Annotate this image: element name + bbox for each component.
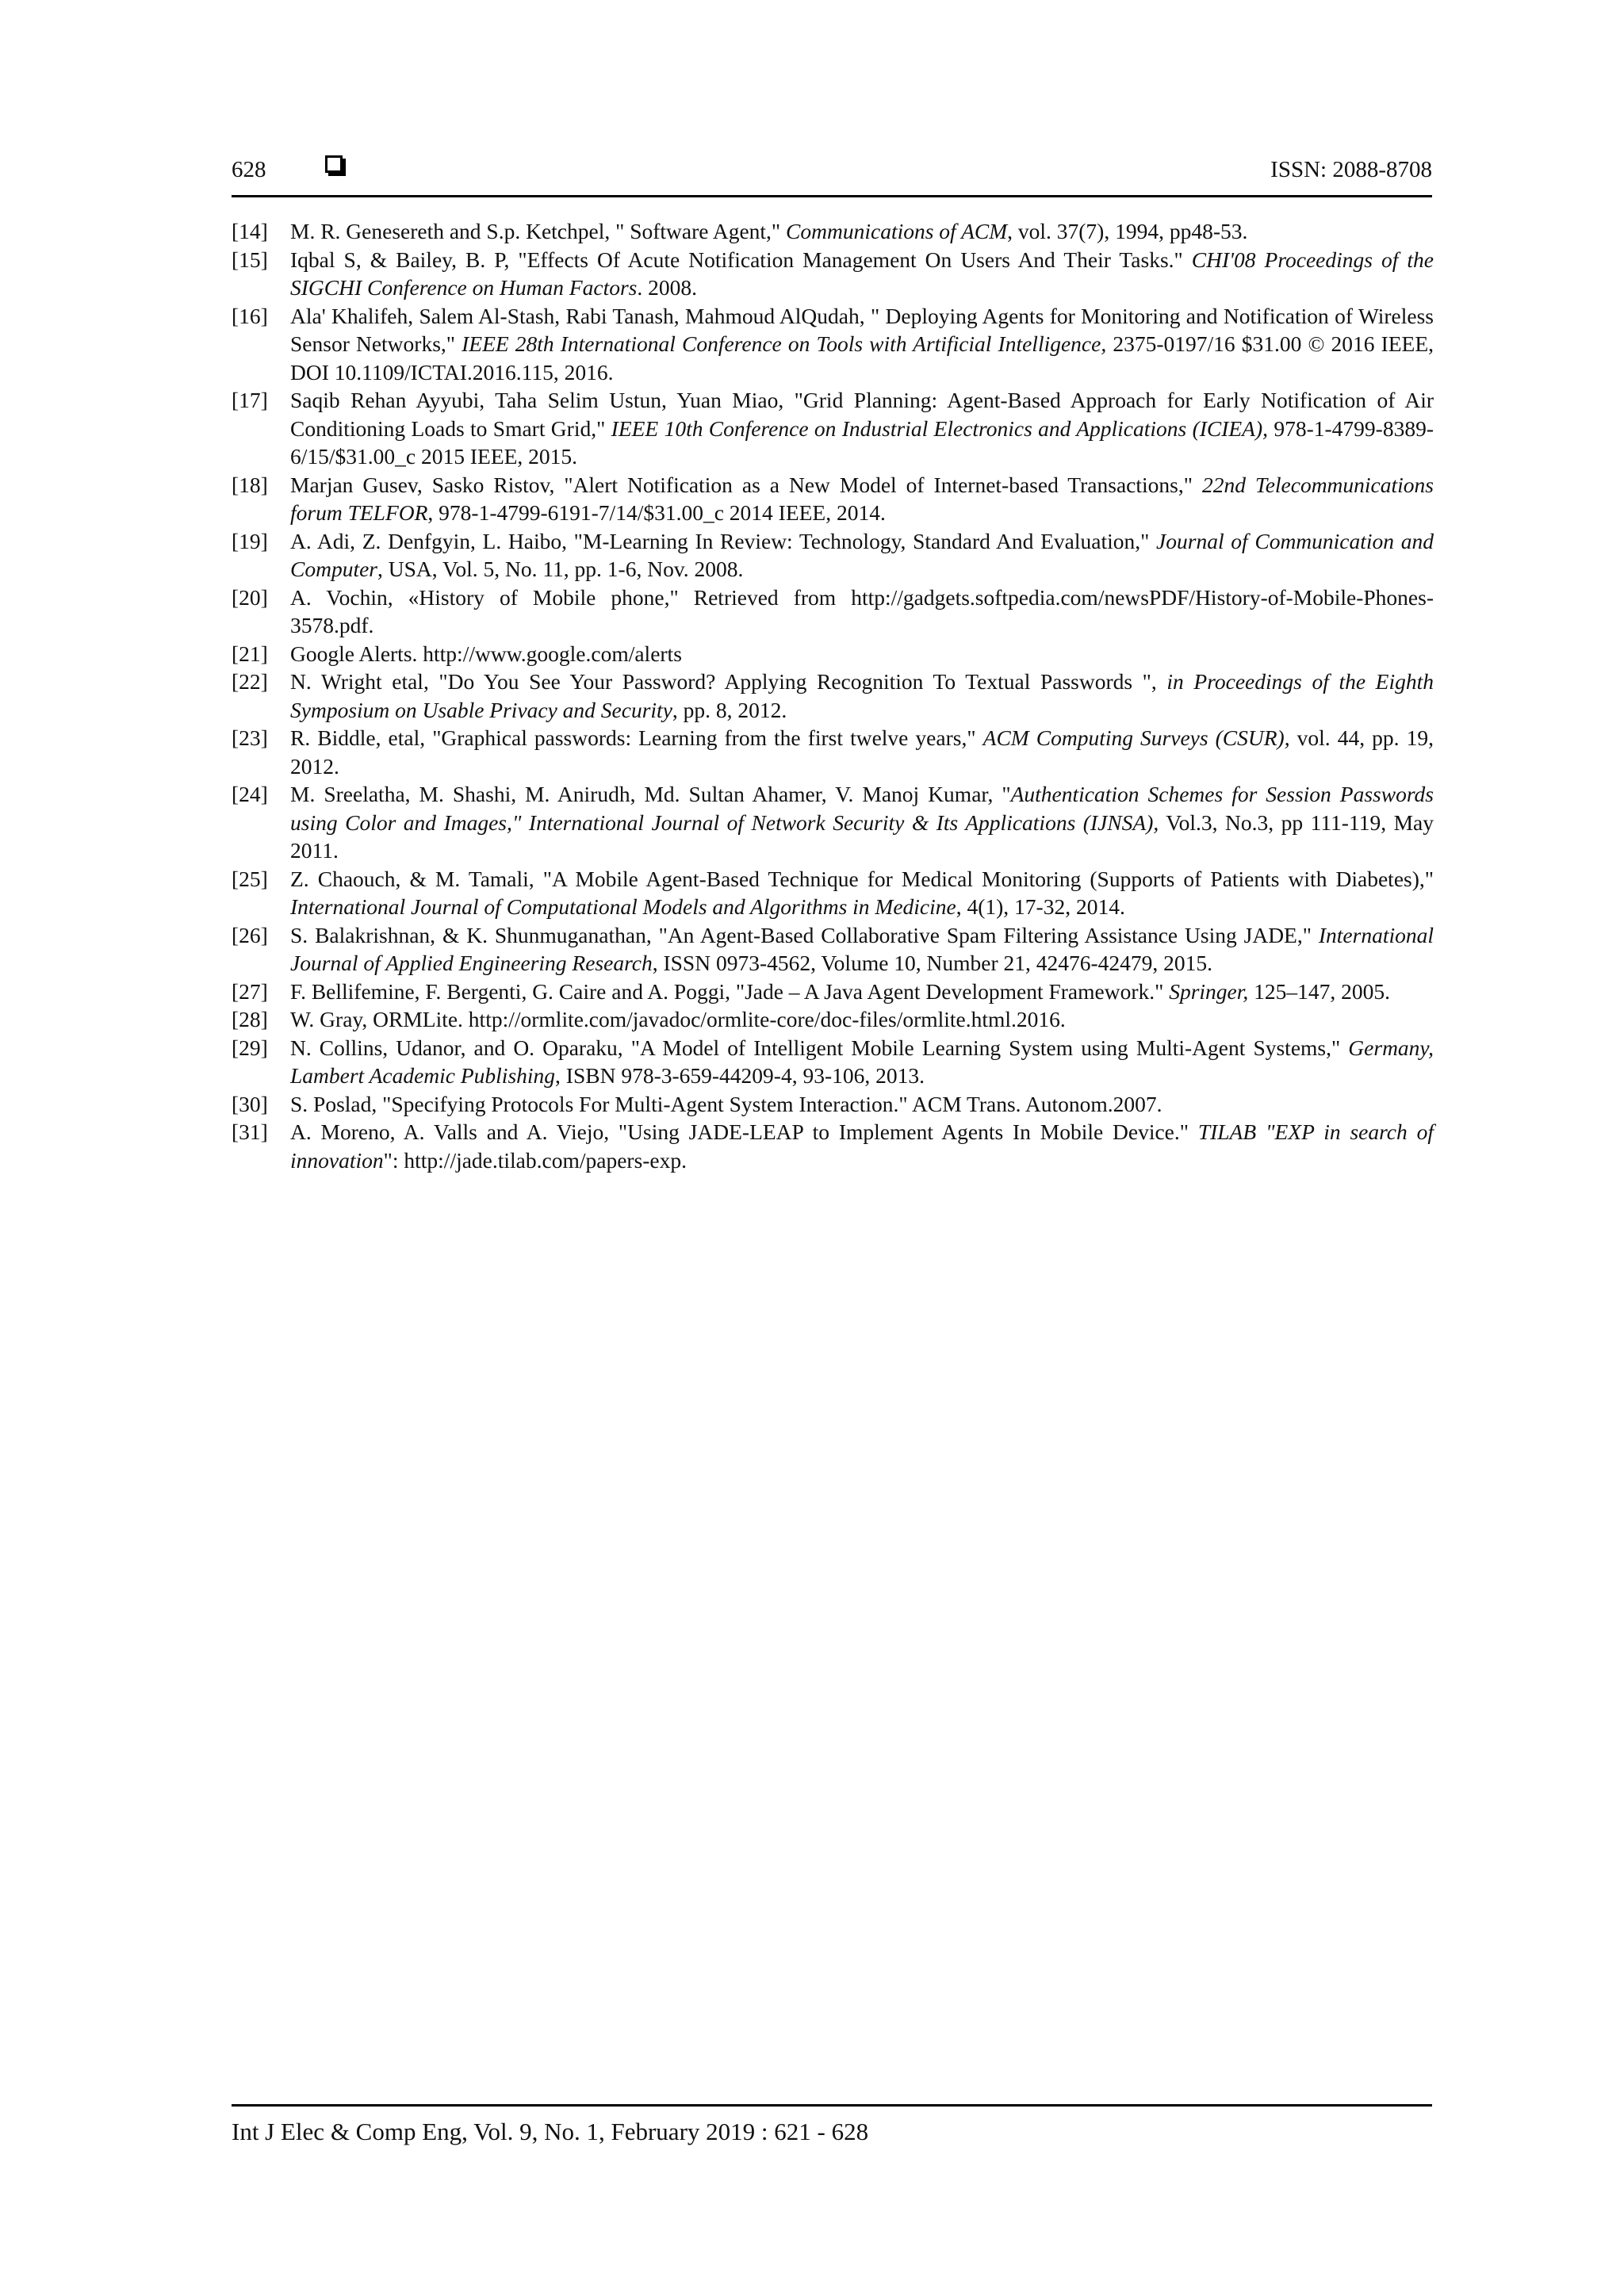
journal-citation-footer: Int J Elec & Comp Eng, Vol. 9, No. 1, February 2019 : 621 - 628	[232, 2118, 869, 2145]
reference-segment: , vol. 37(7), 1994, pp48-53.	[1007, 219, 1248, 243]
reference-venue-italic: Springer,	[1169, 978, 1249, 1004]
reference-venue-italic: ACM Computing Surveys (CSUR),	[982, 725, 1290, 750]
reference-text	[290, 388, 1434, 469]
reference-segment: M. R. Genesereth and S.p. Ketchpel, " Software Agent,"	[290, 219, 787, 243]
reference-segment: , ISSN 0973-4562, Volume 10, Number 21, 42476-42479, 2015.	[652, 951, 1213, 975]
reference-item	[232, 584, 1434, 640]
reference-segment: S. Balakrishnan, & K. Shunmuganathan, "An Agent-Based Collaborative Spam Filtering Assistance Using JADE,"	[290, 922, 1319, 947]
reference-text	[290, 782, 1434, 863]
reference-text	[290, 1035, 1434, 1089]
reference-number: [21]	[232, 641, 268, 666]
reference-item	[232, 668, 1434, 724]
reference-number: [28]	[232, 1007, 268, 1031]
reference-segment: , 978-1-4799-6191-7/14/$31.00_c 2014 IEEE, 2014.	[427, 500, 886, 525]
reference-number: [15]	[232, 247, 268, 272]
reference-segment: , 4(1), 17-32, 2014.	[956, 894, 1125, 919]
reference-item	[232, 724, 1434, 780]
reference-segment: F. Bellifemine, F. Bergenti, G. Caire and A. Poggi, "Jade – A Java Agent Development Framework."	[290, 978, 1170, 1004]
reference-number: [18]	[232, 472, 268, 497]
reference-venue-italic: Communications of ACM	[786, 219, 1008, 243]
reference-item	[232, 921, 1434, 978]
checkbox-square-icon	[325, 155, 343, 173]
reference-segment: Vol.3, No.3, pp 111-119, May 2011.	[290, 809, 1434, 863]
reference-venue-italic: Germany, Lambert Academic Publishing	[290, 1035, 1434, 1088]
reference-venue-italic: International Journal of Computational Models and Algorithms in Medicine	[290, 894, 956, 919]
reference-text	[290, 529, 1434, 582]
reference-venue-italic: Authentication Schemes for Session Passwords using Color and Images," International Journal of Network Security & Its Applications (IJNSA),	[290, 782, 1434, 835]
page-footer	[232, 2104, 1432, 2145]
reference-segment: ": http://jade.tilab.com/papers-exp.	[383, 1147, 688, 1173]
reference-text	[290, 585, 1434, 638]
reference-item	[232, 246, 1434, 302]
page-number: 628	[232, 157, 266, 182]
references-list	[232, 217, 1434, 1174]
reference-number: [20]	[232, 584, 268, 610]
reference-venue-italic: IEEE 10th Conference on Industrial Electronics and Applications (ICIEA),	[611, 415, 1269, 441]
reference-item	[232, 1118, 1434, 1174]
reference-text	[290, 923, 1434, 976]
reference-number: [29]	[232, 1035, 268, 1060]
reference-number: [30]	[232, 1091, 268, 1116]
reference-text	[290, 641, 682, 666]
reference-venue-italic: International Journal of Applied Engineering Research	[290, 922, 1434, 975]
reference-text	[290, 725, 1434, 779]
reference-venue-italic: CHI'08 Proceedings of the SIGCHI Conference on Human Factors	[290, 247, 1434, 300]
reference-segment: 978-1-4799-8389-6/15/$31.00_c 2015 IEEE, 2015.	[290, 415, 1434, 469]
reference-item	[232, 386, 1434, 471]
reference-item	[232, 640, 1434, 668]
reference-segment: Marjan Gusev, Sasko Ristov, "Alert Notification as a New Model of Internet-based Transactions,"	[290, 472, 1202, 497]
reference-text	[290, 219, 1247, 243]
reference-segment: 2375-0197/16 $31.00 © 2016 IEEE, DOI 10.1109/ICTAI.2016.115, 2016.	[290, 331, 1434, 385]
reference-venue-italic: in Proceedings of the Eighth Symposium on Usable Privacy and Security	[290, 669, 1434, 722]
reference-item	[232, 302, 1434, 387]
reference-item	[232, 780, 1434, 865]
reference-segment: N. Wright etal, "Do You See Your Password? Applying Recognition To Textual Passwords ",	[290, 669, 1167, 694]
reference-item	[232, 471, 1434, 527]
reference-segment: A. Vochin, «History of Mobile phone," Retrieved from http://gadgets.softpedia.com/newsPDF/History-of-Mobile-Phones-3578.pdf.	[290, 584, 1434, 637]
reference-number: [25]	[232, 866, 268, 891]
reference-segment: , pp. 8, 2012.	[672, 697, 787, 722]
reference-segment: , USA, Vol. 5, No. 11, pp. 1-6, Nov. 2008.	[377, 557, 744, 581]
reference-item	[232, 217, 1434, 246]
page-header	[232, 154, 1432, 197]
reference-segment: , ISBN 978-3-659-44209-4, 93-106, 2013.	[555, 1063, 925, 1088]
reference-number: [14]	[232, 219, 268, 243]
reference-text	[290, 304, 1434, 385]
reference-text	[290, 247, 1434, 300]
reference-number: [26]	[232, 922, 268, 947]
reference-segment: . 2008.	[637, 275, 698, 300]
reference-item	[232, 1005, 1434, 1034]
reference-segment: vol. 44, pp. 19, 2012.	[290, 725, 1434, 779]
reference-number: [27]	[232, 978, 268, 1004]
reference-venue-italic: Journal of Communication and Computer	[290, 528, 1434, 581]
reference-segment: 125–147, 2005.	[1248, 978, 1391, 1004]
reference-item	[232, 1090, 1434, 1119]
issn-label: ISSN: 2088-8708	[1270, 157, 1432, 182]
reference-item	[232, 1034, 1434, 1090]
reference-item	[232, 527, 1434, 584]
reference-text	[290, 1119, 1434, 1173]
reference-number: [17]	[232, 388, 268, 412]
reference-segment: Saqib Rehan Ayyubi, Taha Selim Ustun, Yuan Miao, "Grid Planning: Agent-Based Approach for Early Notification of Air Conditioning Loads to Smart Grid,"	[290, 388, 1434, 441]
reference-segment: R. Biddle, etal, "Graphical passwords: Learning from the first twelve years,"	[290, 725, 983, 750]
reference-text	[290, 867, 1434, 920]
reference-venue-italic: 22nd Telecommunications forum TELFOR	[290, 472, 1434, 525]
reference-segment: S. Poslad, "Specifying Protocols For Multi-Agent System Interaction." ACM Trans. Autonom.2007.	[290, 1091, 1162, 1116]
reference-text	[290, 1092, 1162, 1116]
reference-segment: Ala' Khalifeh, Salem Al-Stash, Rabi Tanash, Mahmoud AlQudah, " Deploying Agents for Monitoring and Notification of Wireless Sensor Networks,"	[290, 303, 1434, 356]
reference-number: [24]	[232, 782, 268, 806]
reference-segment: A. Moreno, A. Valls and A. Viejo, "Using JADE-LEAP to Implement Agents In Mobile Device."	[290, 1119, 1198, 1144]
reference-number: [19]	[232, 528, 268, 553]
reference-venue-italic: IEEE 28th International Conference on Tools with Artificial Intelligence,	[462, 331, 1107, 356]
reference-segment: N. Collins, Udanor, and O. Oparaku, "A Model of Intelligent Mobile Learning System using Multi-Agent Systems,"	[290, 1035, 1349, 1060]
reference-number: [23]	[232, 725, 268, 750]
reference-segment: Google Alerts. http://www.google.com/alerts	[290, 641, 682, 666]
reference-text	[290, 669, 1434, 722]
reference-number: [22]	[232, 669, 268, 694]
reference-item	[232, 978, 1434, 1006]
reference-item	[232, 865, 1434, 921]
reference-number: [31]	[232, 1119, 268, 1144]
reference-venue-italic: TILAB "EXP in search of innovation	[290, 1119, 1434, 1173]
reference-text	[290, 1007, 1066, 1031]
reference-text	[290, 473, 1434, 526]
reference-number: [16]	[232, 303, 268, 328]
reference-segment: Z. Chaouch, & M. Tamali, "A Mobile Agent-Based Technique for Medical Monitoring (Supports of Patients with Diabetes),"	[290, 866, 1434, 891]
reference-segment: M. Sreelatha, M. Shashi, M. Anirudh, Md. Sultan Ahamer, V. Manoj Kumar, "	[290, 782, 1011, 806]
reference-segment: W. Gray, ORMLite. http://ormlite.com/javadoc/ormlite-core/doc-files/ormlite.html.2016.	[290, 1007, 1066, 1031]
reference-text	[290, 979, 1390, 1004]
reference-segment: Iqbal S, & Bailey, B. P, "Effects Of Acute Notification Management On Users And Their Tasks."	[290, 247, 1192, 272]
reference-segment: A. Adi, Z. Denfgyin, L. Haibo, "M-Learning In Review: Technology, Standard And Evaluation,"	[290, 528, 1157, 553]
